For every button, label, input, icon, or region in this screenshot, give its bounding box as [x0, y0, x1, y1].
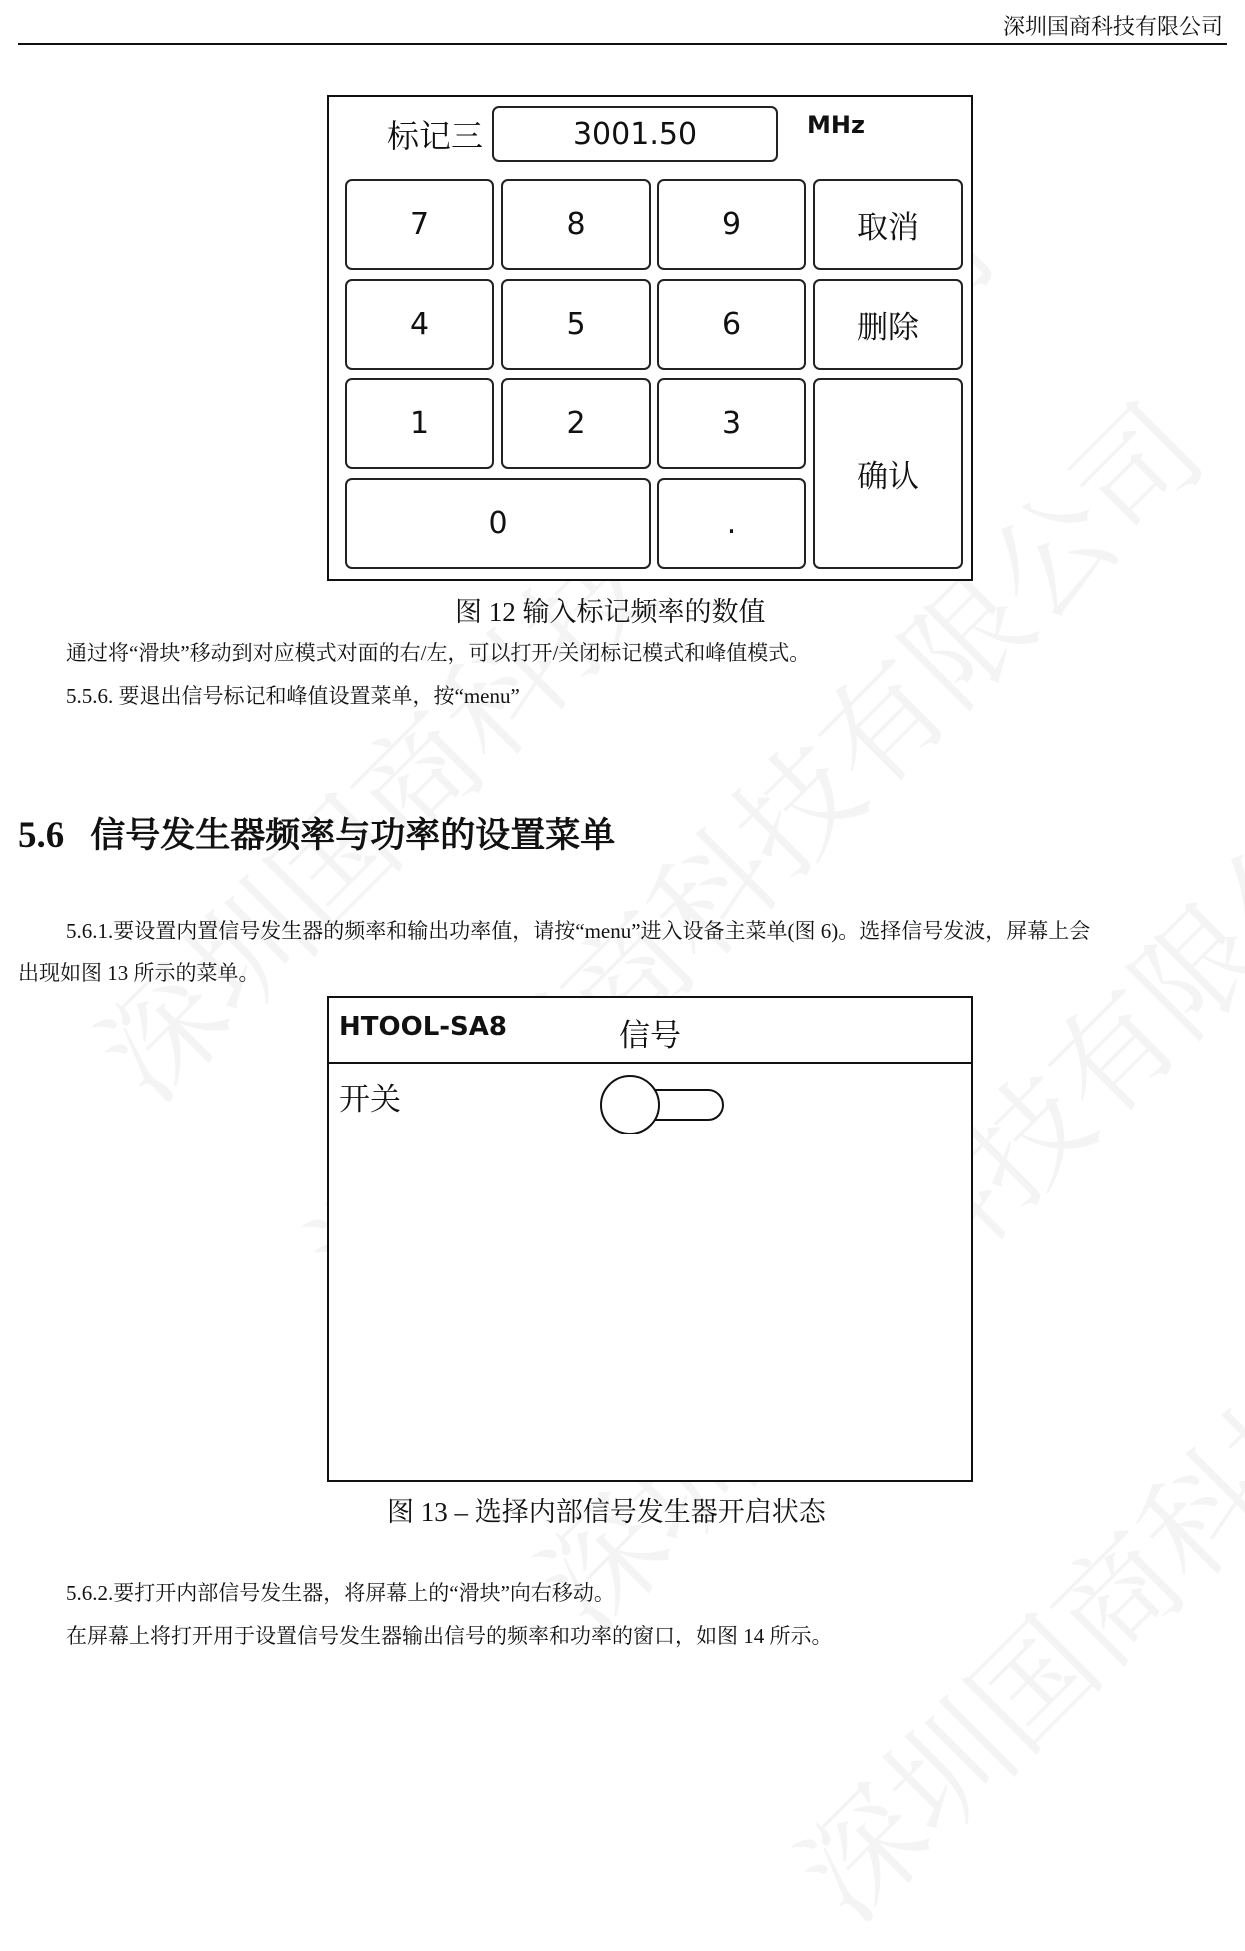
delete-button[interactable]: 删除	[813, 279, 963, 370]
paragraph: 出现如图 13 所示的菜单。	[18, 961, 260, 985]
device-name: HTOOL-SA8	[339, 1012, 507, 1042]
unit-label: MHz	[807, 111, 865, 139]
key-8[interactable]: 8	[501, 179, 651, 270]
paragraph: 5.6.1.要设置内置信号发生器的频率和输出功率值，请按“menu”进入设备主菜单(图 6)。选择信号发波，屏幕上会	[66, 919, 1091, 943]
figure-13-caption: 图 13 – 选择内部信号发生器开启状态	[387, 1497, 826, 1527]
confirm-button[interactable]: 确认	[813, 378, 963, 569]
screen-title: 信号	[619, 1018, 681, 1054]
key-9[interactable]: 9	[657, 179, 806, 270]
paragraph: 通过将“滑块”移动到对应模式对面的右/左，可以打开/关闭标记模式和峰值模式。	[66, 641, 811, 665]
figure-13-signal-screen	[327, 996, 973, 1482]
marker-label: 标记三	[387, 117, 484, 155]
frequency-value: 3001.50	[572, 116, 698, 152]
section-heading	[18, 808, 615, 858]
figure-12-caption: 图 12 输入标记频率的数值	[455, 597, 766, 627]
paragraph: 5.5.6. 要退出信号标记和峰值设置菜单，按“menu”	[66, 684, 520, 708]
toggle-slider-icon	[597, 1074, 737, 1134]
paragraph: 在屏幕上将打开用于设置信号发生器输出信号的频率和功率的窗口，如图 14 所示。	[66, 1624, 833, 1648]
frequency-value-field[interactable]	[492, 106, 778, 162]
switch-label: 开关	[339, 1082, 401, 1118]
key-3[interactable]: 3	[657, 378, 806, 469]
header-rule	[18, 43, 1227, 45]
signal-toggle-switch[interactable]	[597, 1074, 737, 1134]
key-1[interactable]: 1	[345, 378, 494, 469]
key-dot[interactable]: .	[657, 478, 806, 569]
section-number: 5.6	[18, 815, 65, 856]
key-0[interactable]: 0	[345, 478, 651, 569]
key-6[interactable]: 6	[657, 279, 806, 370]
screen-titlebar	[329, 998, 971, 1064]
key-5[interactable]: 5	[501, 279, 651, 370]
paragraph: 5.6.2.要打开内部信号发生器，将屏幕上的“滑块”向右移动。	[66, 1581, 615, 1605]
key-7[interactable]: 7	[345, 179, 494, 270]
company-name: 深圳国商科技有限公司	[1002, 14, 1223, 39]
key-2[interactable]: 2	[501, 378, 651, 469]
section-title: 信号发生器频率与功率的设置菜单	[90, 816, 616, 856]
figure-12-keypad-screen	[327, 95, 973, 581]
cancel-button[interactable]: 取消	[813, 179, 963, 270]
key-4[interactable]: 4	[345, 279, 494, 370]
